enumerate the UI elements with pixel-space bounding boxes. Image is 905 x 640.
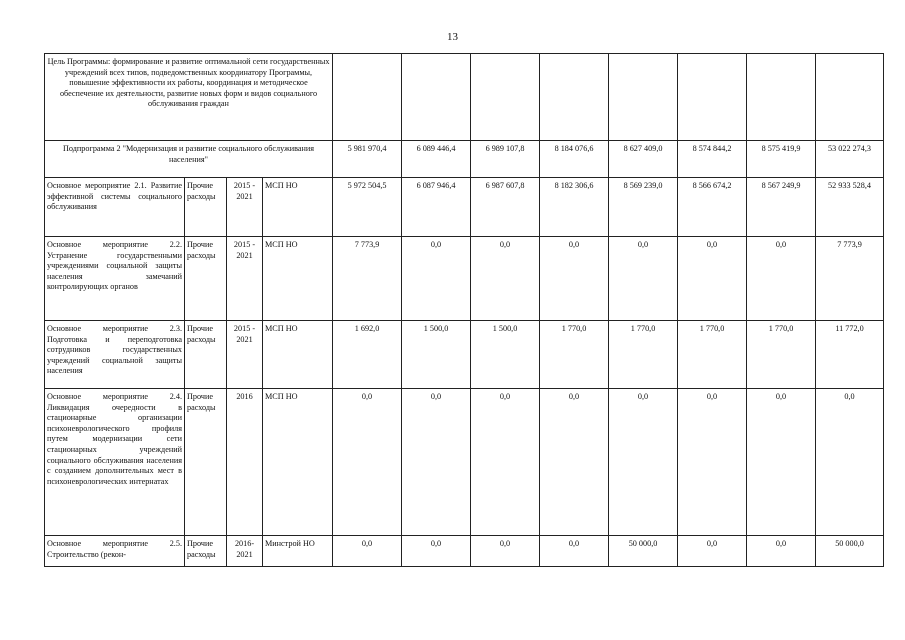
measure-row	[45, 237, 884, 321]
total-cell: 53 022 274,3	[816, 141, 884, 178]
period: 2016-2021	[227, 536, 263, 567]
value-cell: 6 989 107,8	[471, 141, 540, 178]
value-cell: 0,0	[471, 536, 540, 567]
subprogram-row	[45, 141, 884, 178]
value-cell: 1 770,0	[678, 321, 747, 389]
value-cell: 0,0	[678, 237, 747, 321]
expense-type: Прочие расходы	[185, 237, 227, 321]
value-cell: 50 000,0	[609, 536, 678, 567]
value-cell: 7 773,9	[333, 237, 402, 321]
value-cell: 8 575 419,9	[747, 141, 816, 178]
value-cell: 0,0	[609, 389, 678, 536]
value-cell: 5 981 970,4	[333, 141, 402, 178]
measure-name: Основное мероприятие 2.1. Развитие эффективной системы социального обслуживания	[45, 178, 185, 237]
expense-type: Прочие расходы	[185, 536, 227, 567]
goal-text: Цель Программы: формирование и развитие оптимальной сети государственных учреждений всех типов, подведомственных координатору Программы, повышение эффективности их работы, координация и методическое обеспечение их деятельности, развитие новых форм и видов социального обслуживания граждан	[45, 54, 333, 141]
total-cell: 7 773,9	[816, 237, 884, 321]
total-cell: 50 000,0	[816, 536, 884, 567]
value-cell: 0,0	[333, 536, 402, 567]
subprogram-name: Подпрограмма 2 "Модернизация и развитие социального обслуживания населения"	[45, 141, 333, 178]
value-cell: 1 500,0	[471, 321, 540, 389]
value-cell: 5 972 504,5	[333, 178, 402, 237]
executor: Минстрой НО	[263, 536, 333, 567]
value-cell: 1 770,0	[747, 321, 816, 389]
total-cell: 11 772,0	[816, 321, 884, 389]
value-cell: 8 182 306,6	[540, 178, 609, 237]
value-cell: 8 574 844,2	[678, 141, 747, 178]
executor: МСП НО	[263, 389, 333, 536]
value-cell: 0,0	[471, 237, 540, 321]
value-cell: 1 770,0	[609, 321, 678, 389]
value-cell: 0,0	[402, 536, 471, 567]
value-cell: 8 566 674,2	[678, 178, 747, 237]
empty-cell	[816, 54, 884, 141]
value-cell: 6 089 446,4	[402, 141, 471, 178]
value-cell: 0,0	[678, 389, 747, 536]
measure-name: Основное мероприятие 2.5. Строительство (рекон-	[45, 536, 185, 567]
value-cell: 0,0	[747, 536, 816, 567]
value-cell: 0,0	[402, 389, 471, 536]
empty-cell	[540, 54, 609, 141]
value-cell: 8 184 076,6	[540, 141, 609, 178]
measure-row	[45, 389, 884, 536]
measure-row	[45, 321, 884, 389]
measure-name: Основное мероприятие 2.4. Ликвидация очередности в стационарные организации психоневрологического профиля путем модернизации сети стационарных учреждений социального обслуживания населения с созданием дополнительных мест в психоневрологических интернатах	[45, 389, 185, 536]
period: 2015 - 2021	[227, 321, 263, 389]
goal-row	[45, 54, 884, 141]
value-cell: 0,0	[540, 536, 609, 567]
empty-cell	[609, 54, 678, 141]
value-cell: 8 569 239,0	[609, 178, 678, 237]
empty-cell	[333, 54, 402, 141]
value-cell: 0,0	[747, 389, 816, 536]
value-cell: 0,0	[402, 237, 471, 321]
value-cell: 0,0	[471, 389, 540, 536]
empty-cell	[471, 54, 540, 141]
executor: МСП НО	[263, 178, 333, 237]
total-cell: 52 933 528,4	[816, 178, 884, 237]
value-cell: 1 500,0	[402, 321, 471, 389]
empty-cell	[402, 54, 471, 141]
value-cell: 0,0	[678, 536, 747, 567]
value-cell: 6 087 946,4	[402, 178, 471, 237]
period: 2016	[227, 389, 263, 536]
value-cell: 0,0	[333, 389, 402, 536]
empty-cell	[678, 54, 747, 141]
executor: МСП НО	[263, 321, 333, 389]
measure-name: Основное мероприятие 2.2. Устранение государственными учреждениями социальной защиты населения замечаний контролирующих органов	[45, 237, 185, 321]
expense-type: Прочие расходы	[185, 178, 227, 237]
value-cell: 8 627 409,0	[609, 141, 678, 178]
value-cell: 1 770,0	[540, 321, 609, 389]
expense-type: Прочие расходы	[185, 389, 227, 536]
measure-row	[45, 536, 884, 567]
value-cell: 0,0	[747, 237, 816, 321]
measure-row	[45, 178, 884, 237]
empty-cell	[747, 54, 816, 141]
measure-name: Основное мероприятие 2.3. Подготовка и переподготовка сотрудников государственных учреждений социальной защиты населения	[45, 321, 185, 389]
page-number: 13	[447, 31, 458, 43]
program-table	[44, 53, 884, 567]
period: 2015 - 2021	[227, 237, 263, 321]
value-cell: 0,0	[609, 237, 678, 321]
value-cell: 1 692,0	[333, 321, 402, 389]
executor: МСП НО	[263, 237, 333, 321]
total-cell: 0,0	[816, 389, 884, 536]
value-cell: 0,0	[540, 389, 609, 536]
value-cell: 8 567 249,9	[747, 178, 816, 237]
expense-type: Прочие расходы	[185, 321, 227, 389]
period: 2015 - 2021	[227, 178, 263, 237]
value-cell: 6 987 607,8	[471, 178, 540, 237]
value-cell: 0,0	[540, 237, 609, 321]
